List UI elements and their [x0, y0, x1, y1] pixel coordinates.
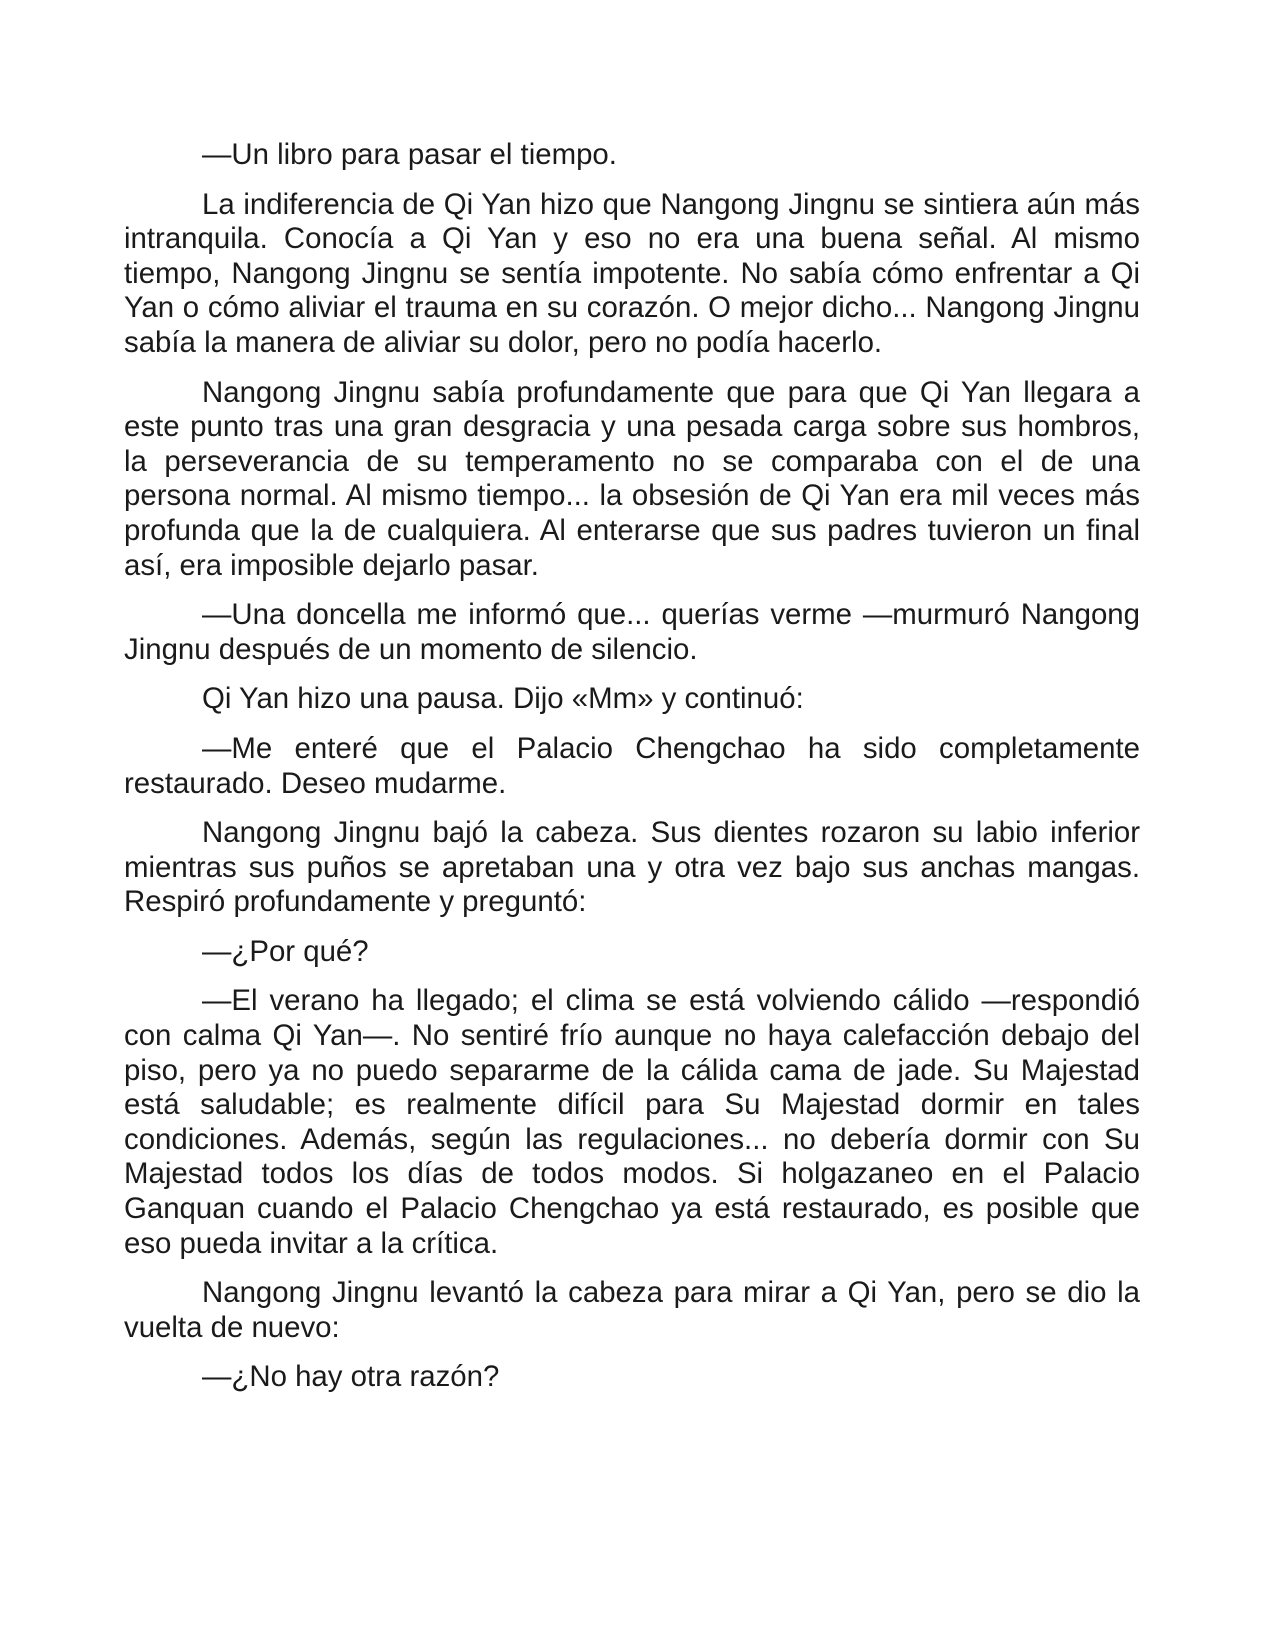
paragraph: Qi Yan hizo una pausa. Dijo «Mm» y continuó: — [202, 682, 804, 716]
paragraph: Nangong Jingnu sabía profundamente que para que Qi Yan llegara a este punto tras una gran desgracia y una pesada carga sobre sus hombros, la perseverancia de su temperamento no se comparaba con el de una persona normal. Al mismo tiempo... la obsesión de Qi Yan era mil veces más profunda que la de cualquiera. Al enterarse que sus padres tuvieron un final así, era imposible dejarlo pasar. — [124, 375, 1140, 582]
paragraph: Nangong Jingnu levantó la cabeza para mirar a Qi Yan, pero se dio la vuelta de nuevo: — [124, 1276, 1140, 1344]
paragraph: —Un libro para pasar el tiempo. — [202, 138, 617, 171]
paragraph: —¿No hay otra razón? — [202, 1360, 500, 1394]
paragraph: Nangong Jingnu bajó la cabeza. Sus dientes rozaron su labio inferior mientras sus puños se apretaban una y otra vez bajo sus anchas mangas. Respiró profundamente y preguntó: — [124, 816, 1140, 919]
paragraph: —Una doncella me informó que... querías verme —murmuró Nangong Jingnu después de un momento de silencio. — [124, 598, 1140, 666]
paragraph: —Me enteré que el Palacio Chengchao ha sido completamente restaurado. Deseo mudarme. — [124, 731, 1140, 800]
paragraph: La indiferencia de Qi Yan hizo que Nangong Jingnu se sintiera aún más intranquila. Conocía a Qi Yan y eso no era una buena señal. Al mismo tiempo, Nangong Jingnu se sentía impotente. No sabía cómo enfrentar a Qi Yan o cómo aliviar el trauma en su corazón. O mejor dicho... Nangong Jingnu sabía la manera de aliviar su dolor, pero no podía hacerlo. — [124, 187, 1140, 359]
paragraph: —¿Por qué? — [202, 934, 369, 968]
document-page — [124, 138, 1140, 1410]
paragraph: —El verano ha llegado; el clima se está volviendo cálido —respondió con calma Qi Yan—. No sentiré frío aunque no haya calefacción debajo del piso, pero ya no puedo separarme de la cálida cama de jade. Su Majestad está saludable; es realmente difícil para Su Majestad dormir en tales condiciones. Además, según las regulaciones... no debería dormir con Su Majestad todos los días de todos modos. Si holgazaneo en el Palacio Ganquan cuando el Palacio Chengchao ya está restaurado, es posible que eso pueda invitar a la crítica. — [124, 984, 1140, 1260]
